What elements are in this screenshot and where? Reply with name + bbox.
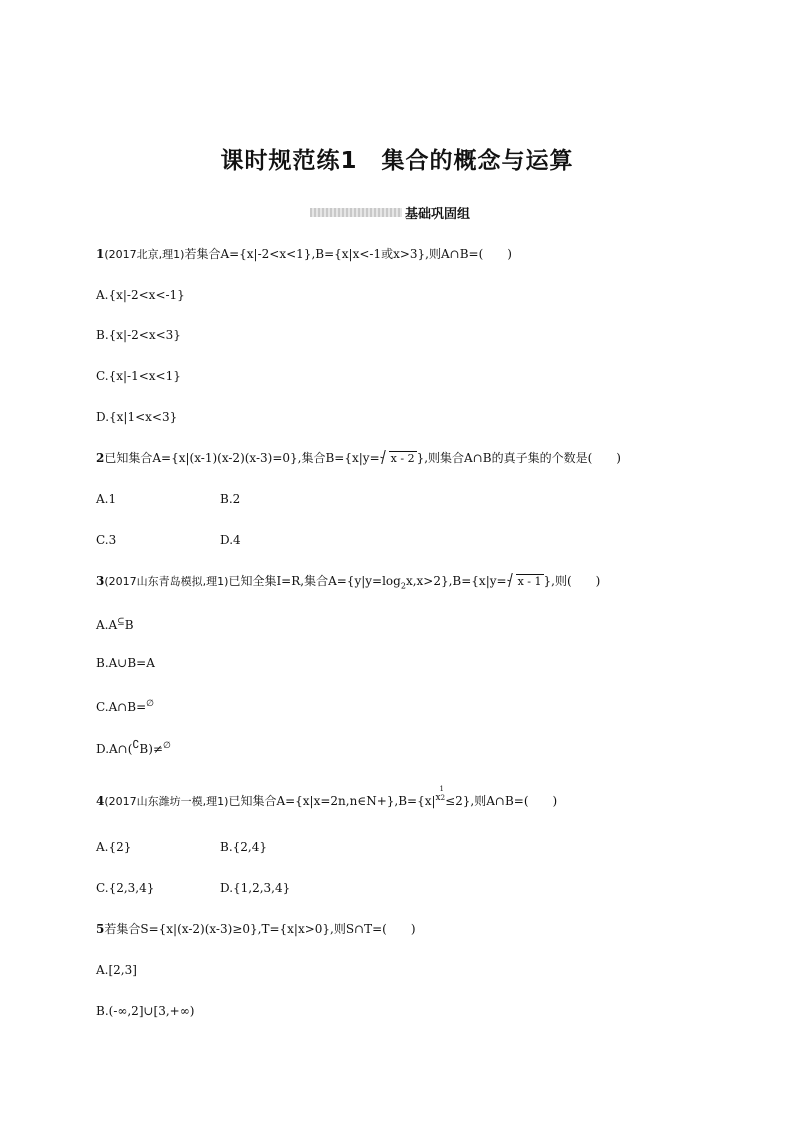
question-stem-part: 已知集合A={x|(x-1)(x-2)(x-3)=0},集合B={x|y=: [104, 451, 380, 465]
question-1: [96, 246, 512, 263]
option-a: A.[2,3]: [96, 963, 137, 977]
question-stem-part: 已知集合A={x|x=2n,n∈N+},B={x|: [228, 794, 436, 808]
question-source: (2017山东潍坊一模,理1): [104, 795, 229, 808]
option-b: B.{2,4}: [220, 840, 267, 854]
option-d: D.{1,2,3,4}: [220, 881, 291, 895]
option-a: A.{2}: [96, 840, 132, 854]
square-root: [380, 450, 417, 467]
option-c: C.{2,3,4}: [96, 881, 155, 895]
option-a: A.{x|-2<x<-1}: [96, 288, 185, 302]
section-label: 基础巩固组: [405, 206, 471, 222]
question-2: [96, 450, 621, 467]
section-decoration-bar: [310, 208, 402, 217]
question-number: 2: [96, 451, 105, 465]
radicand: x - 2: [390, 452, 415, 465]
exponent-numerator: 1: [439, 785, 445, 793]
question-stem: 若集合S={x|(x-2)(x-3)≥0},T={x|x>0},则S∩T=( ): [104, 922, 416, 936]
option-d: D.4: [220, 533, 241, 547]
question-stem-part: },则集合A∩B的真子集的个数是( ): [416, 451, 621, 465]
square-root: [507, 573, 544, 590]
option-a: [96, 614, 134, 633]
page-title: 课时规范练1 集合的概念与运算: [220, 148, 574, 174]
option-d: D.{x|1<x<3}: [96, 410, 178, 424]
question-stem-part: 已知全集I=R,集合A={y|y=log: [228, 574, 401, 588]
question-5: [96, 921, 416, 937]
question-number: 4: [96, 794, 105, 808]
question-number: 5: [96, 922, 105, 936]
empty-set-symbol: ∅: [146, 699, 155, 709]
question-source: (2017北京,理1): [104, 248, 185, 261]
question-4: [96, 785, 558, 810]
power-expression: [435, 785, 446, 806]
option-text: A.A: [96, 618, 118, 632]
option-text: B)≠: [139, 742, 163, 756]
question-number: 3: [96, 574, 105, 588]
option-c: C.3: [96, 533, 117, 547]
question-number: 1: [96, 247, 105, 261]
question-3: [96, 573, 600, 594]
option-b: B.{x|-2<x<3}: [96, 328, 181, 342]
option-text: D.A∩(: [96, 742, 133, 756]
subset-symbol: ⊆: [117, 617, 125, 627]
exponent-denominator: 2: [440, 794, 446, 802]
option-c: C.{x|-1<x<1}: [96, 369, 181, 383]
option-a: A.1: [96, 492, 117, 506]
power-base: x: [435, 793, 441, 803]
question-stem: 若集合A={x|-2<x<1},B={x|x<-1或x>3},则A∩B=( ): [184, 247, 512, 261]
section-header: [310, 204, 470, 220]
option-text: B: [124, 618, 134, 632]
question-source: (2017山东青岛模拟,理1): [104, 575, 229, 588]
option-b: B.2: [220, 492, 241, 506]
option-b: B.A∪B=A: [96, 656, 155, 670]
option-c: [96, 696, 154, 715]
complement-symbol: ∁: [132, 738, 140, 751]
radicand: x - 1: [517, 575, 542, 588]
question-stem-part: ≤2},则A∩B=( ): [445, 794, 558, 808]
option-b: B.(-∞,2]∪[3,+∞): [96, 1004, 195, 1018]
question-stem-part: },则( ): [543, 574, 601, 588]
option-text: C.A∩B=: [96, 700, 147, 714]
option-d: [96, 737, 171, 757]
question-stem-part: x,x>2},B={x|y=: [405, 574, 507, 588]
empty-set-symbol: ∅: [162, 741, 171, 751]
log-base: 2: [400, 581, 406, 591]
